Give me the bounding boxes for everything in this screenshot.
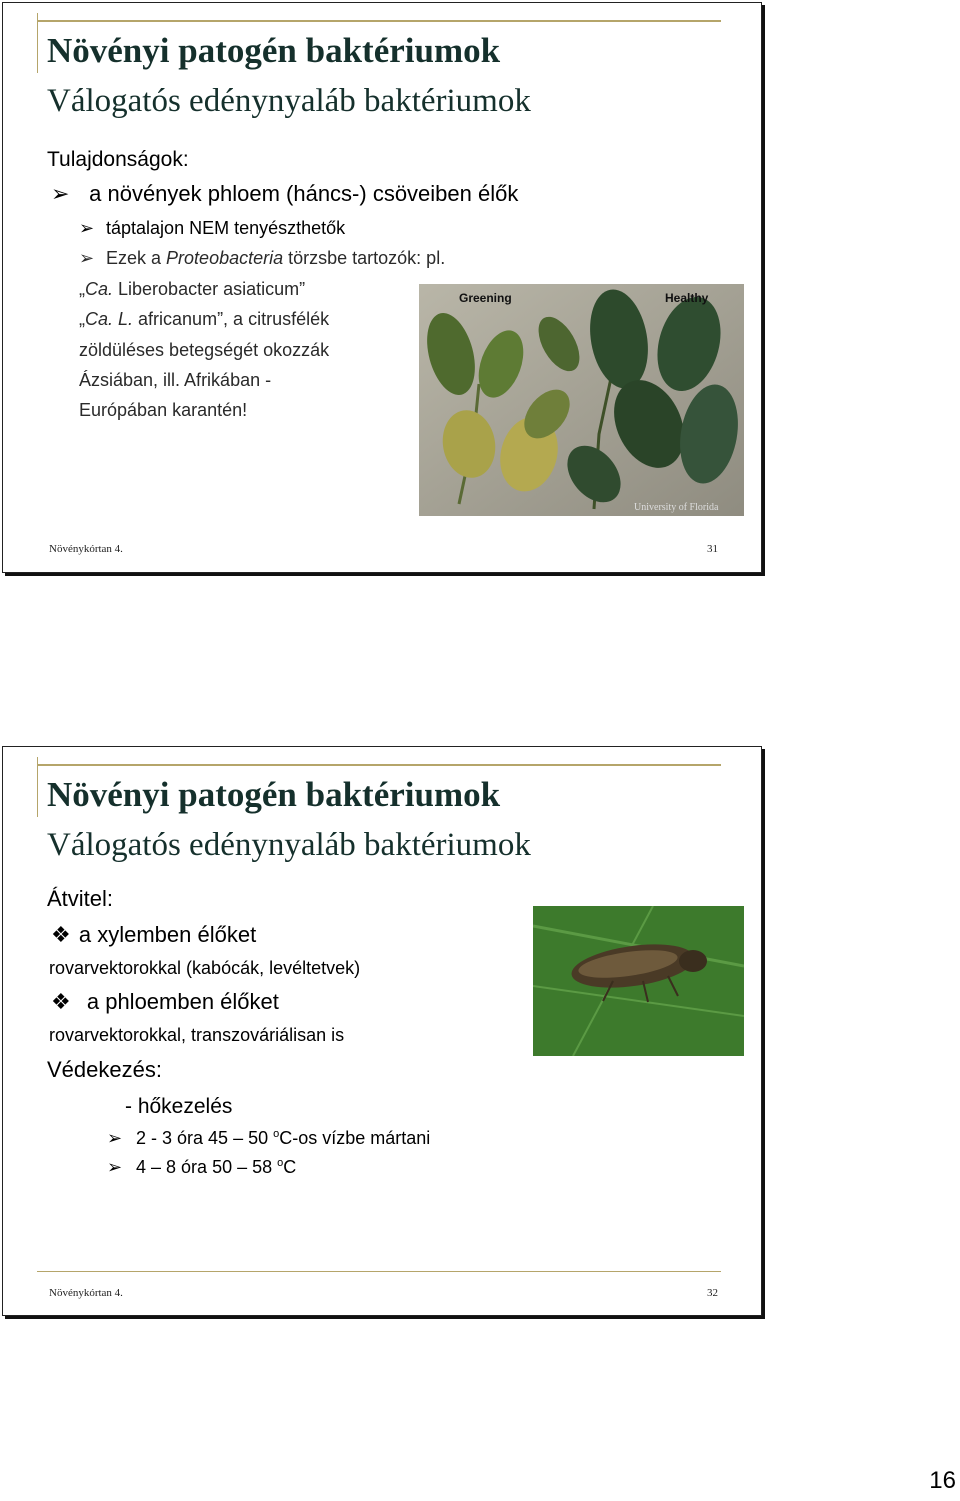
- slide-31: [2, 2, 762, 573]
- bullet-item: [79, 219, 345, 237]
- text-line: Európában karantén!: [79, 400, 248, 420]
- arrow-bullet-icon: ➢: [107, 1157, 123, 1177]
- text-line: rovarvektorokkal, transzováriálisan is: [49, 1025, 345, 1045]
- bullet-text: 2 - 3 óra 45 – 50: [136, 1128, 274, 1148]
- footer-rule: [37, 1271, 721, 1272]
- bullet-italic: Proteobacteria: [166, 248, 284, 268]
- section-heading: Tulajdonságok:: [47, 148, 189, 171]
- slide-title: Növényi patogén baktériumok: [47, 31, 501, 70]
- footer-slide-number: 32: [707, 1287, 718, 1299]
- section-heading: Átvitel:: [47, 886, 114, 911]
- slide-32: [2, 746, 762, 1316]
- italic-text: Ca.: [85, 279, 114, 299]
- degree-superscript: o: [273, 1128, 280, 1140]
- slide-subtitle: Válogatós edénynyaláb baktériumok: [47, 83, 531, 119]
- text-line: rovarvektorokkal (kabócák, levéltetvek): [49, 958, 361, 978]
- diamond-bullet-icon: ❖: [51, 922, 71, 947]
- diamond-bullet-item: [51, 991, 279, 1013]
- bullet-text: törzsbe tartozók: pl.: [283, 248, 446, 268]
- arrow-bullet-icon: ➢: [107, 1128, 123, 1148]
- diamond-bullet-icon: ❖: [51, 989, 71, 1014]
- quote-mark: „: [79, 309, 85, 329]
- text-line: [79, 280, 305, 298]
- text-line: zöldüléses betegségét okozzák: [79, 340, 330, 360]
- bullet-text: a xylemben élőket: [78, 922, 257, 947]
- leaves-illustration: [419, 284, 744, 516]
- bullet-text: 4 – 8 óra 50 – 58: [136, 1157, 278, 1177]
- page-number: 16: [929, 1467, 956, 1494]
- plain-text: africanum”, a citrusfélék: [133, 309, 330, 329]
- diamond-bullet-item: [51, 924, 256, 946]
- section-heading: Védekezés:: [47, 1057, 162, 1082]
- leafhopper-photo: [533, 906, 744, 1056]
- bullet-text: C-os vízbe mártani: [279, 1128, 431, 1148]
- greening-label: Greening: [459, 291, 512, 305]
- photo-credit: University of Florida: [634, 502, 719, 513]
- quote-mark: „: [79, 279, 85, 299]
- slide-subtitle: Válogatós edénynyaláb baktériumok: [47, 827, 531, 863]
- title-rule-vertical: [37, 13, 38, 73]
- title-rule-horizontal: [37, 20, 721, 22]
- bullet-item: [79, 249, 445, 267]
- arrow-bullet-icon: ➢: [79, 218, 95, 238]
- arrow-bullet-icon: ➢: [51, 181, 70, 206]
- healthy-label: Healthy: [665, 291, 709, 305]
- dash-item: - hőkezelés: [125, 1095, 233, 1118]
- bullet-text: Ezek a: [106, 248, 167, 268]
- italic-text: Ca. L.: [85, 309, 134, 329]
- degree-superscript: o: [277, 1157, 284, 1169]
- arrow-bullet-icon: ➢: [79, 248, 95, 268]
- footer-slide-number: 31: [707, 543, 718, 555]
- bullet-item: [51, 183, 518, 205]
- title-rule-vertical: [37, 757, 38, 817]
- bullet-text: C: [283, 1157, 297, 1177]
- bullet-text: táptalajon NEM tenyészthetők: [106, 218, 346, 238]
- bullet-text: a növények phloem (háncs-) csöveiben élők: [89, 181, 519, 206]
- bullet-item: [107, 1158, 296, 1176]
- title-rule-horizontal: [37, 764, 721, 766]
- plain-text: Liberobacter asiaticum”: [113, 279, 306, 299]
- citrus-leaves-photo: [419, 284, 744, 516]
- text-line: [79, 310, 329, 328]
- bullet-text: a phloemben élőket: [86, 989, 279, 1014]
- insect-illustration: [533, 906, 744, 1056]
- bullet-item: [107, 1129, 430, 1147]
- text-line: Ázsiában, ill. Afrikában -: [79, 370, 272, 390]
- footer-course: Növénykórtan 4.: [49, 1287, 123, 1299]
- footer-course: Növénykórtan 4.: [49, 543, 123, 555]
- slide-title: Növényi patogén baktériumok: [47, 775, 501, 814]
